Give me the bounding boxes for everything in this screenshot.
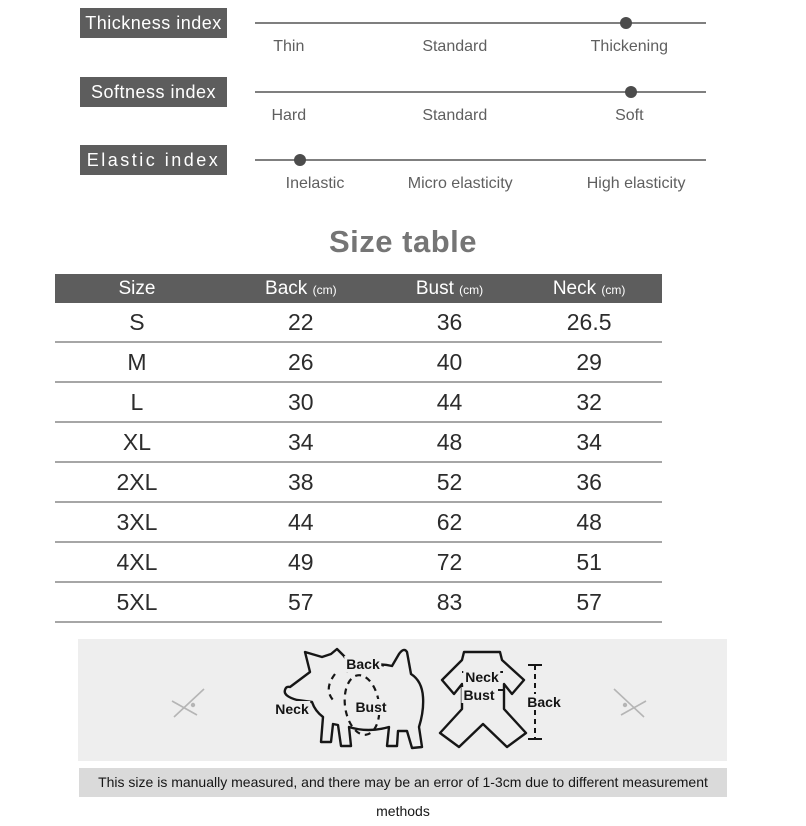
garment-back-label: Back — [527, 694, 561, 710]
softness-slider-dot — [625, 86, 637, 98]
tick-label: Micro elasticity — [407, 175, 513, 192]
left-arrow-icon — [170, 685, 208, 721]
column-unit: (cm) — [459, 283, 484, 297]
thickness-slider-dot — [620, 17, 632, 29]
cell-neck: 32 — [576, 389, 602, 415]
size-table-title: Size table — [329, 224, 477, 259]
elastic-tick-labels — [255, 171, 706, 193]
cell-bust: 40 — [436, 349, 463, 375]
elastic-slider-dot — [294, 154, 306, 166]
table-row — [55, 423, 662, 463]
tick-label: Inelastic — [285, 175, 345, 192]
tick-label: Thin — [273, 38, 305, 55]
column-header-back — [219, 274, 383, 303]
cell-back: 34 — [288, 429, 314, 455]
table-row — [55, 383, 662, 423]
cell-neck: 51 — [576, 549, 602, 575]
measurement-note: This size is manually measured, and there may be an error of 1-3cm due to different measurement methods — [79, 768, 727, 797]
tick-label: High elasticity — [586, 175, 686, 192]
garment-neck-label: Neck — [465, 669, 499, 685]
tick-label: Standard — [422, 107, 488, 124]
column-name: Bust — [415, 278, 454, 299]
column-name: Size — [118, 278, 156, 299]
cell-size: 2XL — [116, 469, 158, 495]
softness-index-label: Softness index — [80, 77, 227, 107]
column-header-size — [55, 274, 219, 303]
softness-index-row — [0, 77, 806, 133]
elastic-index-label: Elastic index — [80, 145, 227, 175]
dog-back-label: Back — [346, 656, 380, 672]
cell-back: 30 — [288, 389, 314, 415]
cell-bust: 36 — [436, 309, 463, 335]
cell-size: XL — [122, 429, 151, 455]
cell-back: 38 — [288, 469, 314, 495]
softness-tick-labels — [255, 103, 706, 125]
cell-bust: 44 — [436, 389, 463, 415]
table-row — [55, 503, 662, 543]
tick-label: Soft — [615, 107, 644, 124]
size-table-header — [55, 274, 662, 303]
cell-neck: 29 — [576, 349, 602, 375]
garment-bust-label: Bust — [463, 687, 495, 703]
thickness-slider-track — [255, 22, 706, 24]
measurement-diagram-panel — [78, 639, 727, 761]
cell-size: L — [130, 389, 144, 415]
column-unit: (cm) — [312, 283, 337, 297]
cell-back: 44 — [288, 509, 314, 535]
tick-label: Standard — [422, 38, 488, 55]
cell-bust: 52 — [436, 469, 463, 495]
right-arrow-icon — [610, 685, 648, 721]
cell-neck: 34 — [576, 429, 602, 455]
thickness-index-label: Thickness index — [80, 8, 227, 38]
cell-bust: 83 — [436, 589, 463, 615]
elastic-index-row — [0, 145, 806, 201]
cell-neck: 36 — [576, 469, 602, 495]
table-row — [55, 303, 662, 343]
column-header-neck — [516, 274, 662, 303]
cell-bust: 48 — [436, 429, 463, 455]
table-row — [55, 543, 662, 583]
tick-label: Thickening — [590, 38, 669, 55]
column-name: Neck — [552, 278, 597, 299]
tick-label: Hard — [271, 107, 307, 124]
cell-neck: 26.5 — [566, 309, 612, 335]
cell-neck: 57 — [576, 589, 602, 615]
table-row — [55, 463, 662, 503]
size-table — [55, 274, 662, 623]
dog-neck-label: Neck — [275, 701, 309, 717]
cell-neck: 48 — [576, 509, 602, 535]
dog-bust-label: Bust — [355, 699, 387, 715]
cell-size: 4XL — [116, 549, 158, 575]
cell-back: 26 — [288, 349, 314, 375]
elastic-slider-track — [255, 159, 706, 161]
cell-size: M — [127, 349, 147, 375]
table-row — [55, 583, 662, 623]
cell-size: 5XL — [116, 589, 158, 615]
cell-size: 3XL — [116, 509, 158, 535]
column-name: Back — [265, 278, 308, 299]
cell-bust: 72 — [436, 549, 463, 575]
cell-back: 22 — [288, 309, 314, 335]
cell-size: S — [129, 309, 145, 335]
softness-slider-track — [255, 91, 706, 93]
table-row — [55, 343, 662, 383]
cell-back: 49 — [288, 549, 314, 575]
thickness-tick-labels — [255, 34, 706, 56]
cell-bust: 62 — [436, 509, 463, 535]
column-header-bust — [383, 274, 517, 303]
thickness-index-row — [0, 8, 806, 64]
column-unit: (cm) — [601, 283, 626, 297]
cell-back: 57 — [288, 589, 314, 615]
